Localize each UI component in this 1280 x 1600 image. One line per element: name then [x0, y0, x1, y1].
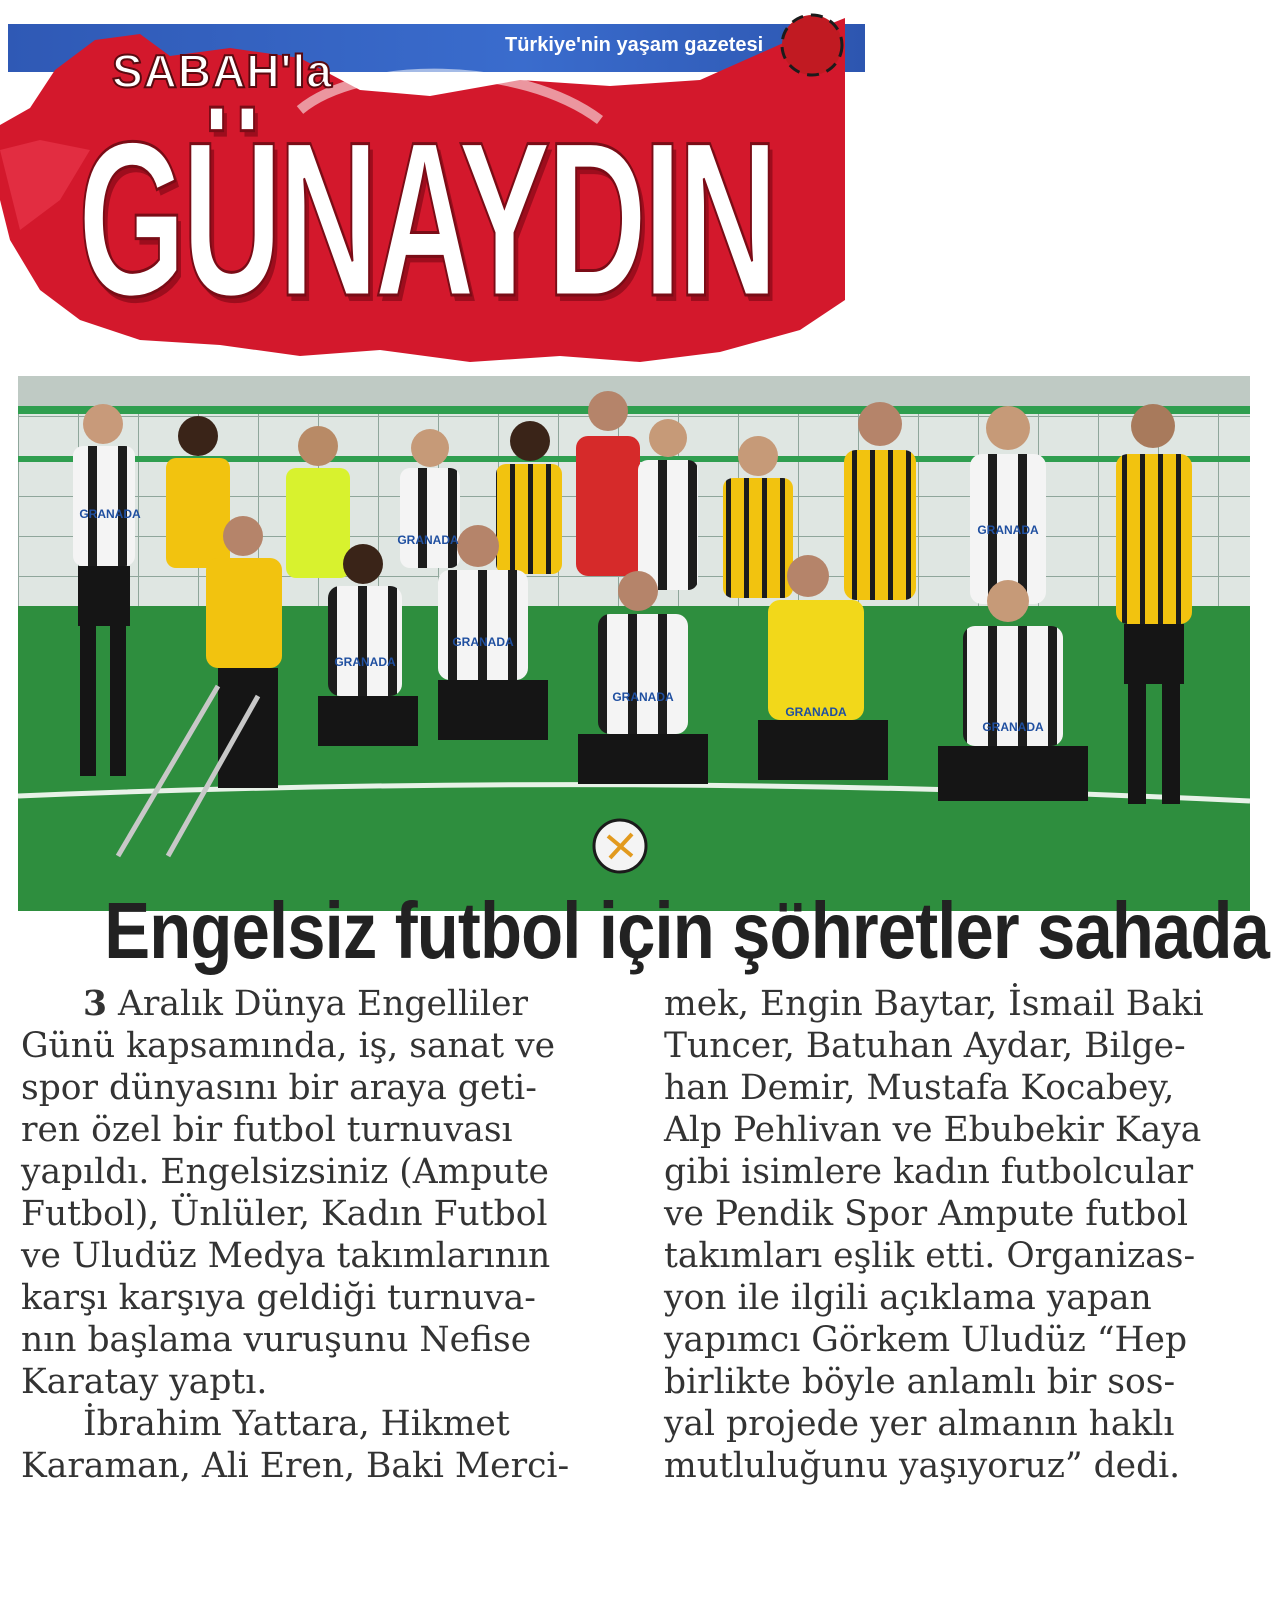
lead-number: 3 — [83, 984, 108, 1024]
masthead-brand: SABAH'la — [112, 45, 333, 97]
masthead — [0, 0, 865, 375]
text-line: birlikte böyle anlamlı bir sos- — [664, 1362, 1176, 1402]
sponsor-label: GRANADA — [982, 720, 1044, 734]
article-column-right — [664, 983, 1264, 1487]
text-line: karşı karşıya geldiği turnuva- — [21, 1278, 536, 1318]
sponsor-label: GRANADA — [397, 533, 459, 547]
text-line: yal projede yer almanın haklı — [664, 1404, 1175, 1444]
text-line: Karaman, Ali Eren, Baki Merci- — [21, 1446, 570, 1486]
sponsor-label: GRANADA — [977, 523, 1039, 537]
text-line: Günü kapsamında, iş, sanat ve — [21, 1026, 556, 1066]
text-line: yapımcı Görkem Uludüz “Hep — [664, 1320, 1188, 1360]
text-line: yon ile ilgili açıklama yapan — [664, 1278, 1152, 1318]
text-line: Tuncer, Batuhan Aydar, Bilge- — [664, 1026, 1186, 1066]
text-line: mek, Engin Baytar, İsmail Baki — [664, 984, 1204, 1024]
masthead-tagline: Türkiye'nin yaşam gazetesi — [505, 34, 764, 56]
text-line: nın başlama vuruşunu Nefise — [21, 1320, 532, 1360]
text-line: han Demir, Mustafa Kocabey, — [664, 1068, 1175, 1108]
sponsor-label: GRANADA — [785, 705, 847, 719]
masthead-title: GÜNAYDIN — [78, 96, 775, 342]
text-line: yapıldı. Engelsizsiniz (Ampute — [21, 1152, 549, 1192]
text-line: gibi isimlere kadın futbolcular — [664, 1152, 1194, 1192]
text-line: Futbol), Ünlüler, Kadın Futbol — [21, 1194, 548, 1234]
sponsor-label: GRANADA — [452, 635, 514, 649]
text-line: Karatay yaptı. — [21, 1362, 268, 1402]
text-line: takımları eşlik etti. Organizas- — [664, 1236, 1196, 1276]
text-line: ve Pendik Spor Ampute futbol — [664, 1194, 1189, 1234]
text-line: ren özel bir futbol turnuvası — [21, 1110, 513, 1150]
team-photo — [18, 376, 1250, 911]
sponsor-label: GRANADA — [612, 690, 674, 704]
article-column-left — [21, 983, 621, 1487]
article-headline: Engelsiz futbol için şöhretler sahada — [104, 886, 1270, 975]
text-line: mutluluğunu yaşıyoruz” dedi. — [664, 1446, 1181, 1486]
text-line: spor dünyasını bir araya geti- — [21, 1068, 537, 1108]
text-line: ve Uludüz Medya takımlarının — [21, 1236, 551, 1276]
text-line: Alp Pehlivan ve Ebubekir Kaya — [664, 1110, 1202, 1150]
sponsor-label: GRANADA — [334, 655, 396, 669]
text-line: 3 Aralık Dünya Engelliler — [83, 984, 528, 1024]
sponsor-label: GRANADA — [79, 507, 141, 521]
text-line: İbrahim Yattara, Hikmet — [83, 1404, 510, 1444]
